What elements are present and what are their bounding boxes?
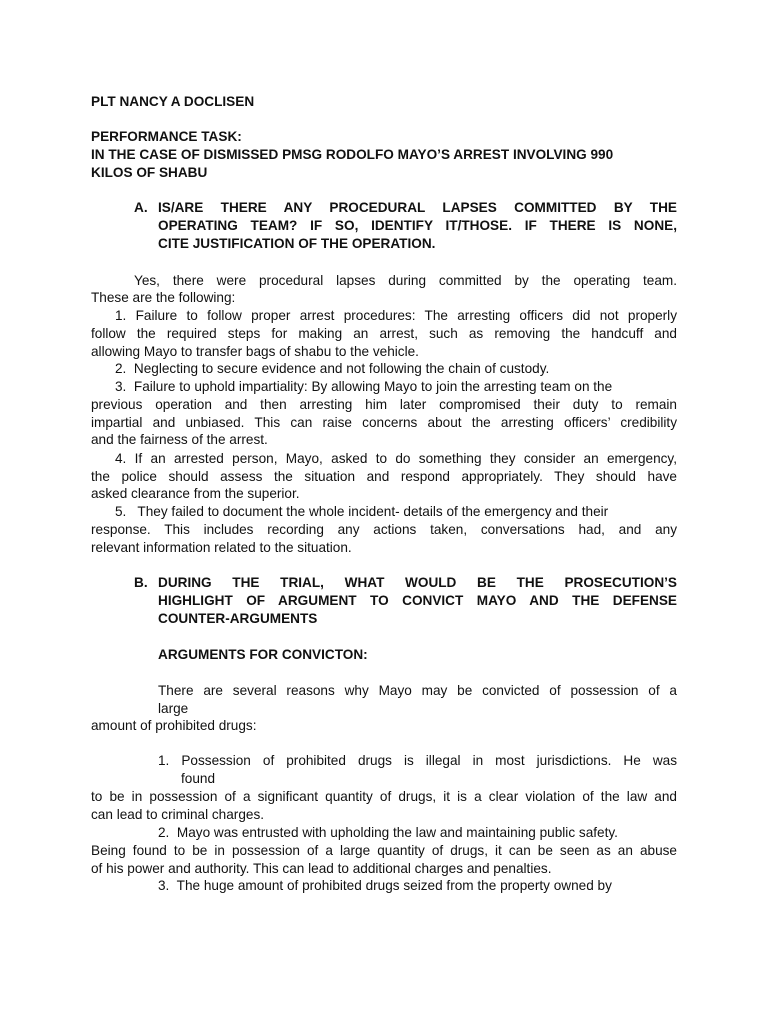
answer-a-line: allowing Mayo to transfer bags of shabu to the vehicle. bbox=[91, 344, 419, 359]
answer-b-line: to be in possession of a significant quantity of drugs, it is a clear violation of the law and bbox=[91, 789, 677, 804]
answer-a-line: 5. They failed to document the whole incident- details of the emergency and their bbox=[115, 504, 609, 519]
answer-a-line: and the fairness of the arrest. bbox=[91, 432, 268, 447]
question-b-marker: B. bbox=[134, 575, 148, 590]
answer-b-line: found bbox=[181, 771, 216, 786]
answer-a-line: 2. Neglecting to secure evidence and not following the chain of custody. bbox=[115, 361, 550, 376]
question-a-line: CITE JUSTIFICATION OF THE OPERATION. bbox=[158, 236, 436, 251]
answer-b-line: amount of prohibited drugs: bbox=[91, 718, 257, 733]
answer-b-line: of his power and authority. This can lead to additional charges and penalties. bbox=[91, 861, 552, 876]
answer-b-line: 3. The huge amount of prohibited drugs seized from the property owned by bbox=[158, 878, 612, 893]
task-label: PERFORMANCE TASK: bbox=[91, 129, 242, 144]
answer-a-line: 3. Failure to uphold impartiality: By allowing Mayo to join the arresting team on the bbox=[115, 379, 613, 394]
answer-a-line: previous operation and then arresting him later compromised their duty to remain bbox=[91, 397, 677, 412]
case-title-line: KILOS OF SHABU bbox=[91, 165, 208, 180]
answer-a-line: Yes, there were procedural lapses during committed by the operating team. bbox=[134, 273, 677, 288]
answer-a-line: 4. If an arrested person, Mayo, asked to do something they consider an emergency, bbox=[115, 451, 677, 466]
answer-b-line: can lead to criminal charges. bbox=[91, 807, 265, 822]
answer-a-line: These are the following: bbox=[91, 290, 236, 305]
answer-b-line: Being found to be in possession of a large quantity of drugs, it can be seen as an abuse bbox=[91, 843, 677, 858]
question-a-line: OPERATING TEAM? IF SO, IDENTIFY IT/THOSE. IF THERE IS NONE, bbox=[158, 218, 677, 233]
answer-a-line: response. This includes recording any actions taken, conversations had, and any bbox=[91, 522, 677, 537]
case-title-line: IN THE CASE OF DISMISSED PMSG RODOLFO MAYO’S ARREST INVOLVING 990 bbox=[91, 147, 614, 162]
question-b-line: HIGHLIGHT OF ARGUMENT TO CONVICT MAYO AND THE DEFENSE bbox=[158, 593, 677, 608]
answer-b-line: There are several reasons why Mayo may be convicted of possession of a bbox=[158, 683, 677, 698]
question-b-line: COUNTER-ARGUMENTS bbox=[158, 611, 318, 626]
answer-a-line: asked clearance from the superior. bbox=[91, 486, 300, 501]
answer-b-line: 2. Mayo was entrusted with upholding the law and maintaining public safety. bbox=[158, 825, 618, 840]
answer-a-line: impartial and unbiased. This can raise concerns about the arresting officers’ credibility bbox=[91, 415, 677, 430]
answer-a-line: follow the required steps for making an arrest, such as removing the handcuff and bbox=[91, 326, 677, 341]
answer-b-line: large bbox=[158, 701, 189, 716]
answer-a-line: 1. Failure to follow proper arrest procedures: The arresting officers did not properly bbox=[115, 308, 677, 323]
answer-a-line: the police should assess the situation and respond appropriately. They should have bbox=[91, 469, 677, 484]
answer-b-line: 1. Possession of prohibited drugs is illegal in most jurisdictions. He was bbox=[158, 753, 677, 768]
author-name: PLT NANCY A DOCLISEN bbox=[91, 94, 255, 109]
question-b-line: DURING THE TRIAL, WHAT WOULD BE THE PROSECUTION’S bbox=[158, 575, 677, 590]
question-a-line: IS/ARE THERE ANY PROCEDURAL LAPSES COMMITTED BY THE bbox=[158, 200, 677, 215]
question-a-marker: A. bbox=[134, 200, 148, 215]
answer-a-line: relevant information related to the situation. bbox=[91, 540, 352, 555]
arguments-heading: ARGUMENTS FOR CONVICTON: bbox=[158, 647, 368, 662]
